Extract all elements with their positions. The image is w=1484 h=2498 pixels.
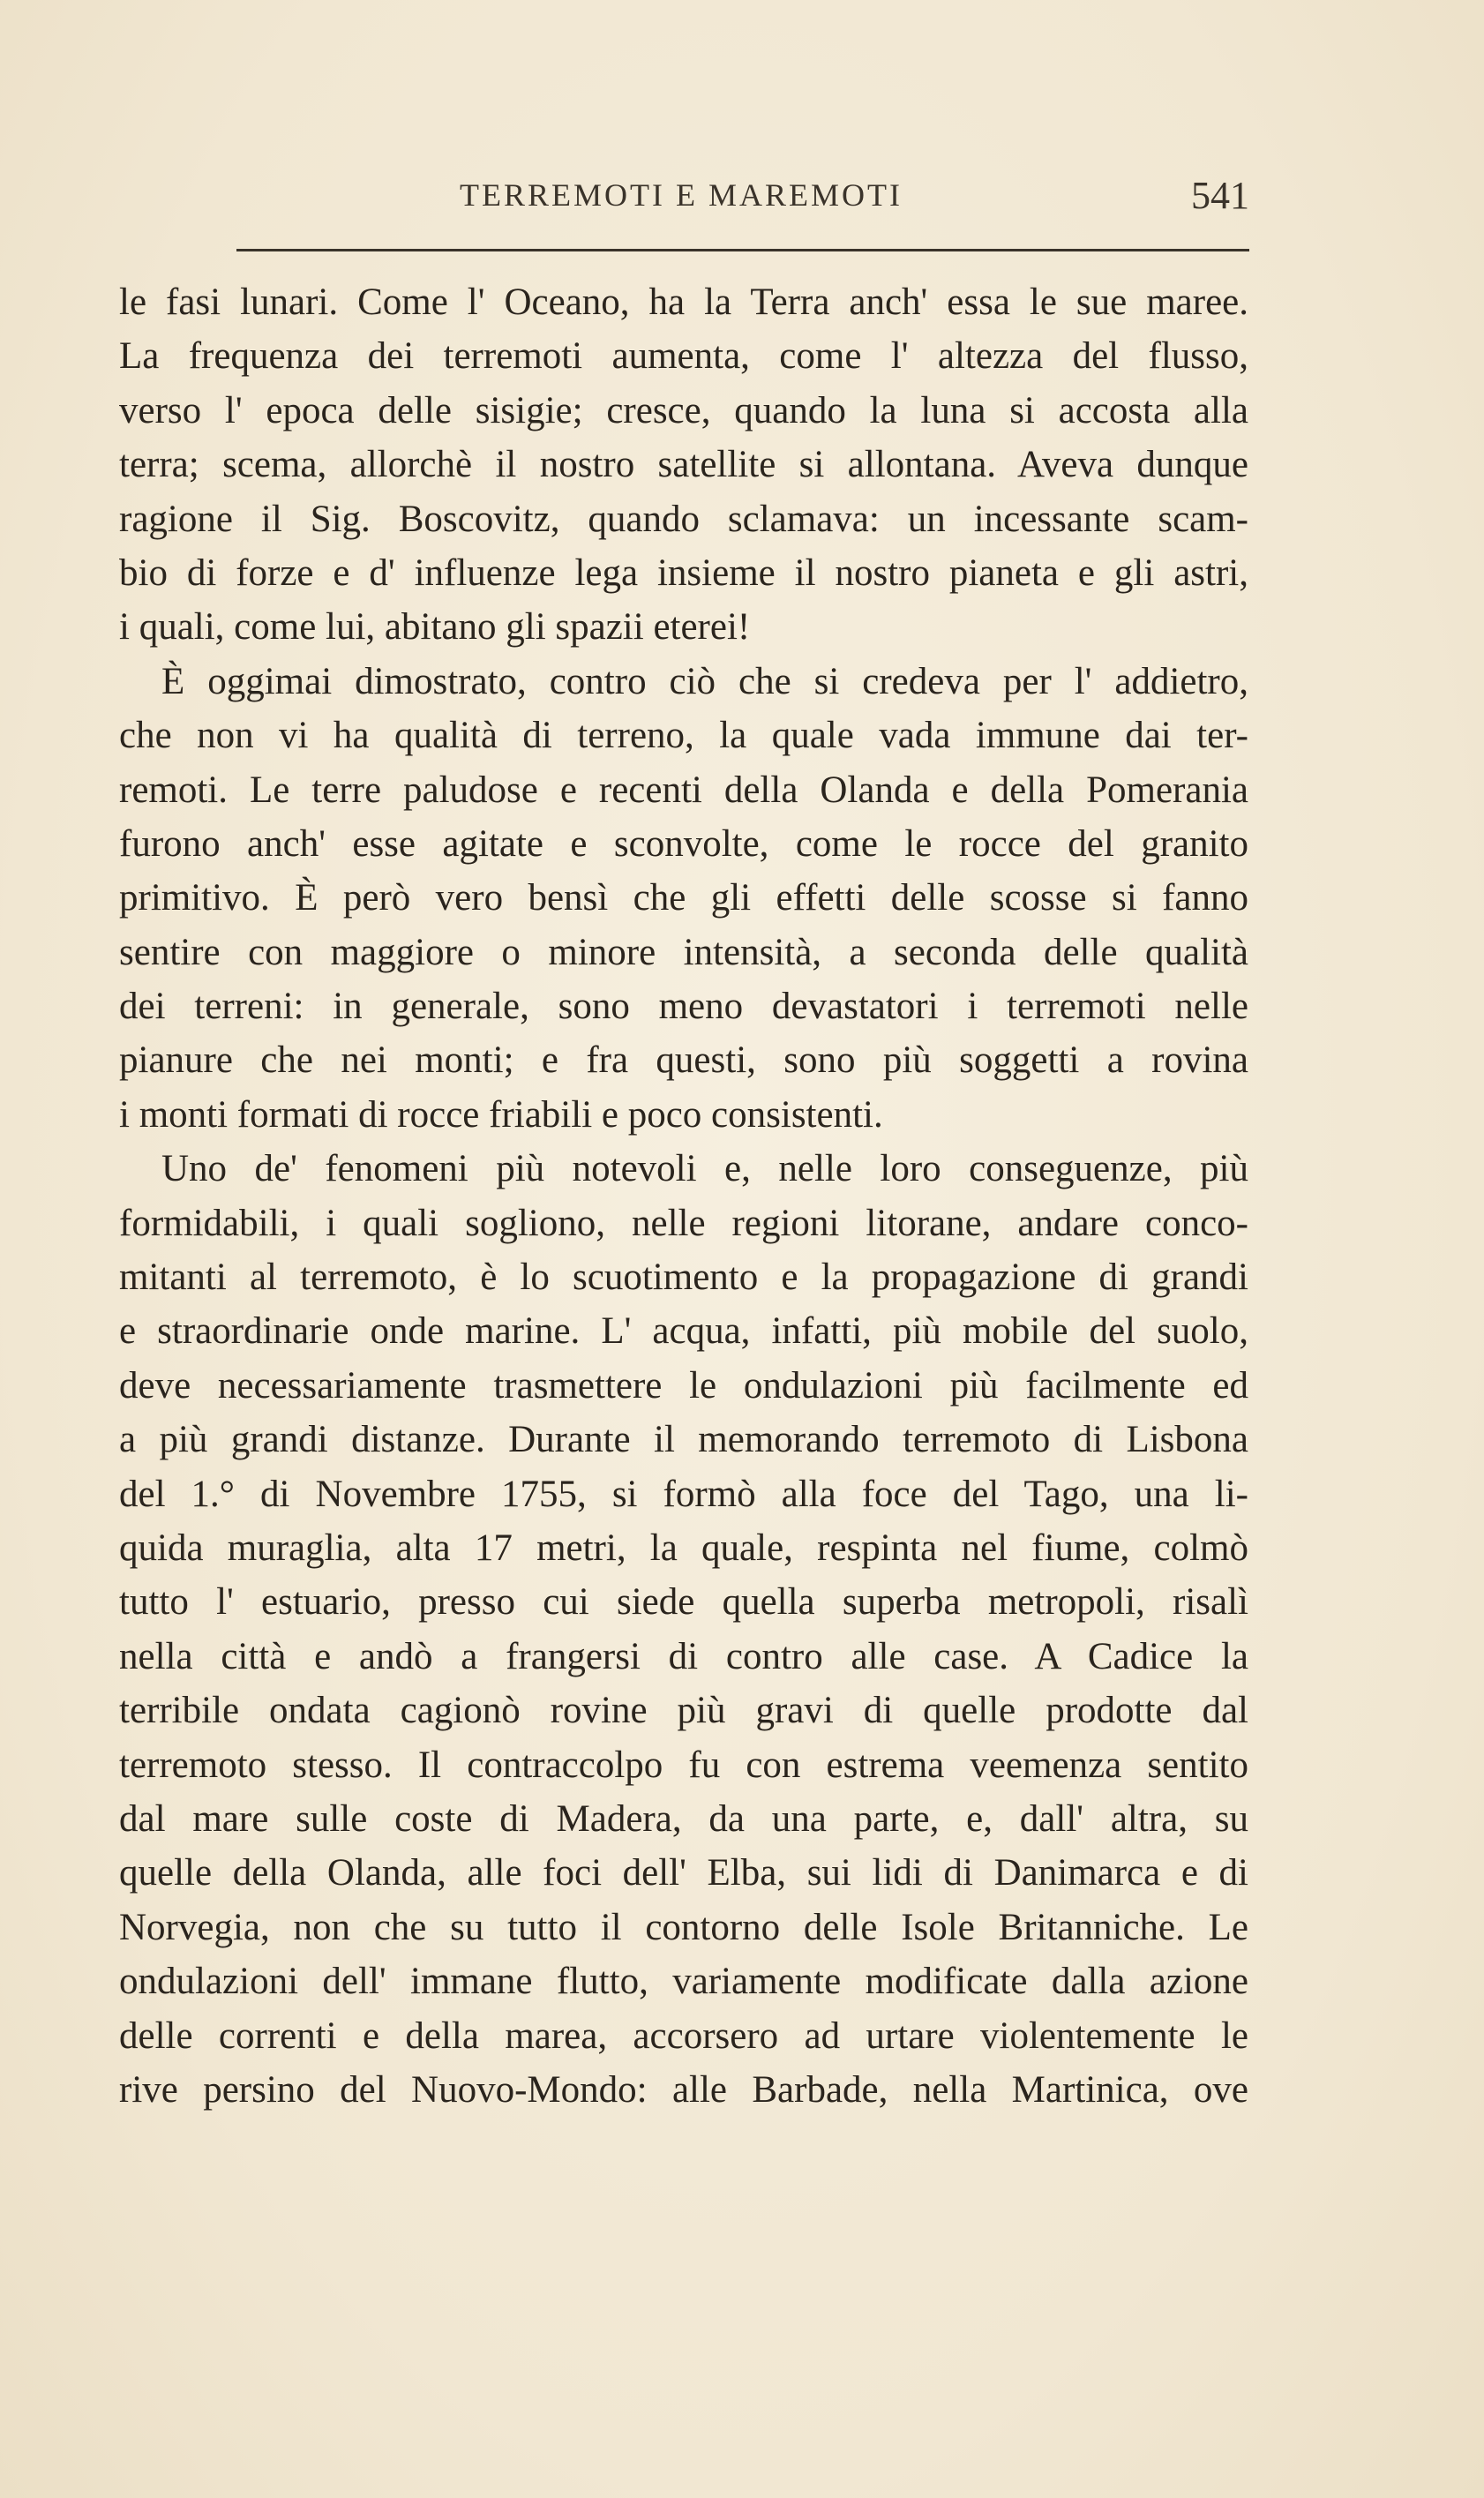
text-line: verso l' epoca delle sisigie; cresce, quando la luna si accosta alla	[119, 389, 1248, 431]
text-line: tutto l' estuario, presso cui siede quella superba metropoli, risalì	[119, 1581, 1248, 1624]
text-line: le fasi lunari. Come l' Oceano, ha la Terra anch' essa le sue maree.	[119, 281, 1248, 323]
text-line: delle correnti e della marea, accorsero ad urtare violentemente le	[119, 2014, 1248, 2057]
page-header	[113, 173, 1249, 226]
text-line: i quali, come lui, abitano gli spazii eterei!	[119, 606, 751, 649]
text-line: ondulazioni dell' immane flutto, variamente modificate dalla azione	[119, 1961, 1248, 2003]
text-line: quida muraglia, alta 17 metri, la quale, respinta nel fiume, colmò	[119, 1527, 1248, 1569]
text-line: La frequenza dei terremoti aumenta, come l' altezza del flusso,	[119, 335, 1248, 378]
text-line: È oggimai dimostrato, contro ciò che si credeva per l' addietro,	[161, 660, 1248, 702]
text-line: remoti. Le terre paludose e recenti della Olanda e della Pomerania	[119, 769, 1248, 811]
text-line: Uno de' fenomeni più notevoli e, nelle loro conseguenze, più	[161, 1148, 1248, 1190]
body-text	[119, 275, 1248, 2117]
text-line: deve necessariamente trasmettere le ondulazioni più facilmente ed	[119, 1364, 1248, 1407]
text-line: ragione il Sig. Boscovitz, quando sclamava: un incessante scam-	[119, 498, 1248, 540]
text-line: a più grandi distanze. Durante il memorando terremoto di Lisbona	[119, 1419, 1248, 1461]
text-line: terra; scema, allorchè il nostro satellite si allontana. Aveva dunque	[119, 444, 1248, 486]
text-line: e straordinarie onde marine. L' acqua, infatti, più mobile del suolo,	[119, 1310, 1248, 1353]
running-head: TERREMOTI E MAREMOTI	[460, 177, 903, 213]
text-line: quelle della Olanda, alle foci dell' Elba, sui lidi di Danimarca e di	[119, 1852, 1248, 1894]
text-line: sentire con maggiore o minore intensità, a seconda delle qualità	[119, 931, 1248, 973]
text-line: bio di forze e d' influenze lega insieme il nostro pianeta e gli astri,	[119, 551, 1248, 594]
text-line: primitivo. È però vero bensì che gli effetti delle scosse si fanno	[119, 877, 1248, 919]
text-line: del 1.° di Novembre 1755, si formò alla foce del Tago, una li-	[119, 1473, 1248, 1515]
text-line: rive persino del Nuovo-Mondo: alle Barbade, nella Martinica, ove	[119, 2068, 1248, 2111]
text-line: nella città e andò a frangersi di contro alle case. A Cadice la	[119, 1635, 1248, 1677]
text-line: che non vi ha qualità di terreno, la quale vada immune dai ter-	[119, 715, 1248, 757]
text-line: mitanti al terremoto, è lo scuotimento e la propagazione di grandi	[119, 1257, 1248, 1299]
page-number: 541	[1191, 174, 1249, 217]
header-rule	[236, 249, 1249, 251]
text-line: i monti formati di rocce friabili e poco consistenti.	[119, 1093, 883, 1136]
text-line: Norvegia, non che su tutto il contorno delle Isole Britanniche. Le	[119, 1906, 1248, 1948]
text-line: formidabili, i quali sogliono, nelle regioni litorane, andare conco-	[119, 1202, 1248, 1244]
text-line: terribile ondata cagionò rovine più gravi di quelle prodotte dal	[119, 1690, 1248, 1732]
text-line: pianure che nei monti; e fra questi, sono più soggetti a rovina	[119, 1039, 1248, 1082]
text-line: dal mare sulle coste di Madera, da una parte, e, dall' altra, su	[119, 1797, 1248, 1840]
text-line: dei terreni: in generale, sono meno devastatori i terremoti nelle	[119, 986, 1248, 1028]
text-line: furono anch' esse agitate e sconvolte, come le rocce del granito	[119, 822, 1248, 865]
text-line: terremoto stesso. Il contraccolpo fu con estrema veemenza sentito	[119, 1744, 1248, 1786]
